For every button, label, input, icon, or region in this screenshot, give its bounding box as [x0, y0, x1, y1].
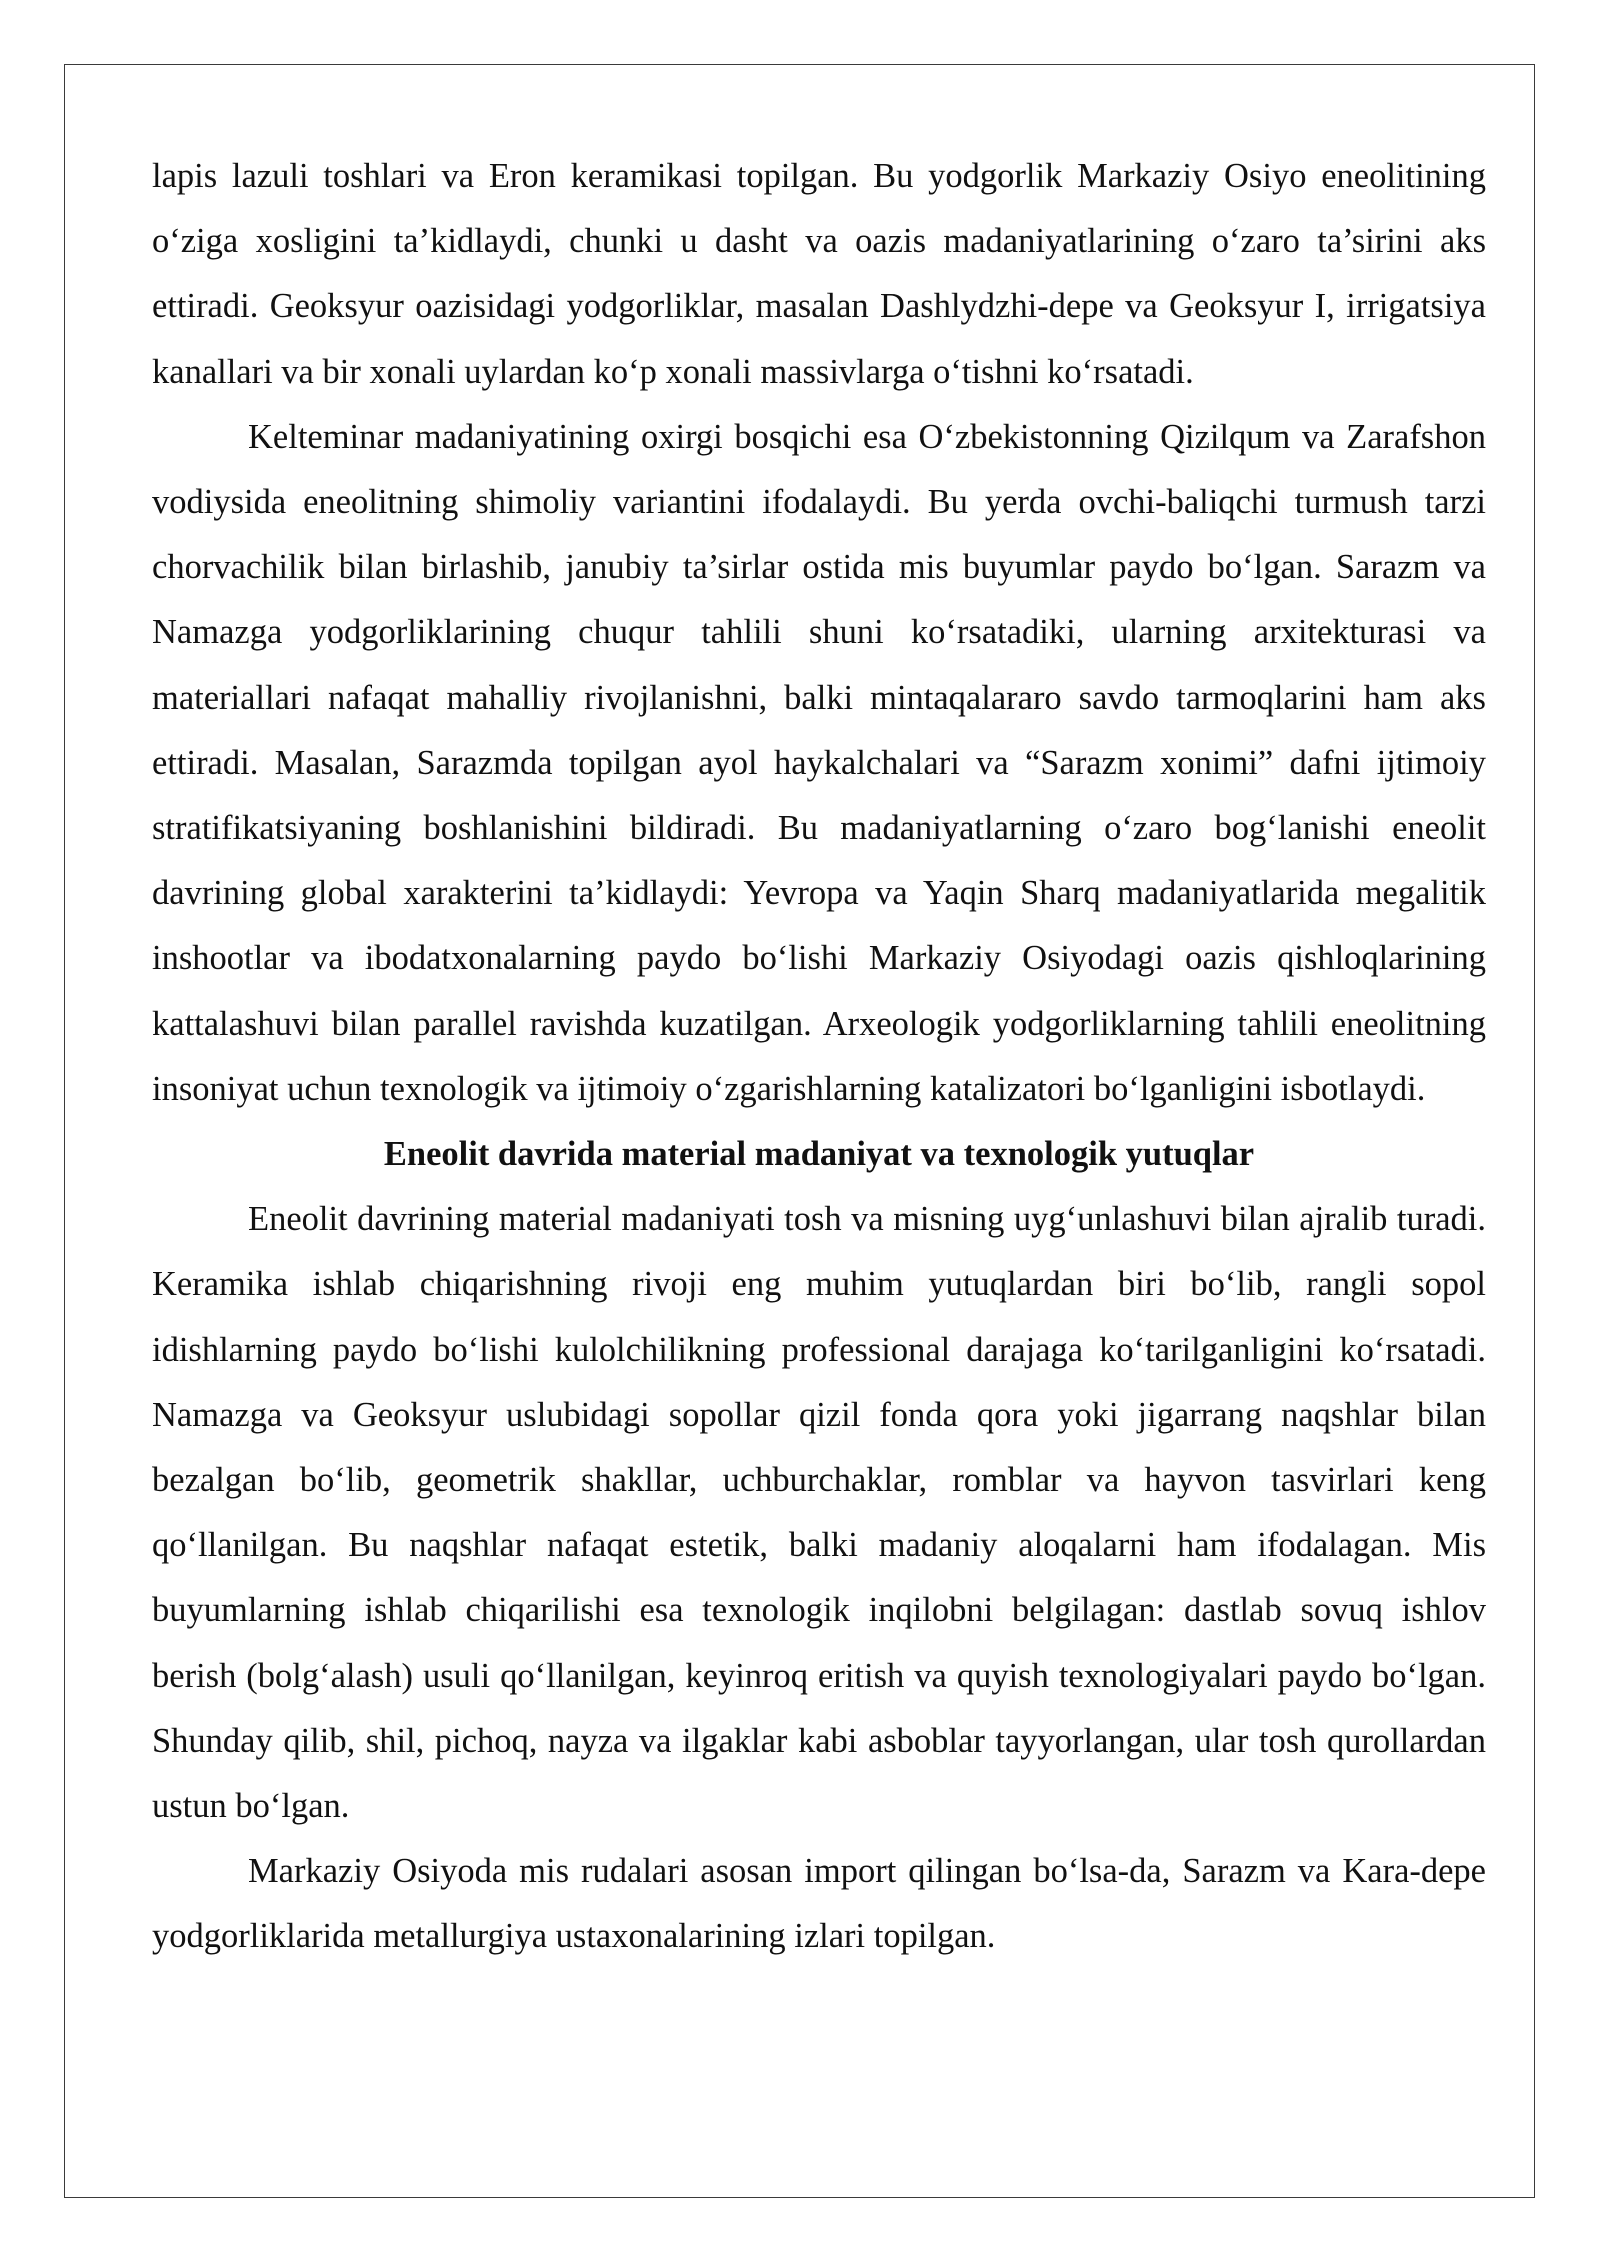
paragraph-continued: lapis lazuli toshlari va Eron keramikasi topilgan. Bu yodgorlik Markaziy Osiyo eneolitining o‘ziga xosligini ta’kidlaydi, chunki u dasht va oazis madaniyatlarining o‘zaro ta’sirini aks ettiradi. Geoksyur oazisidagi yodgorliklar, masalan Dashlydzhi-depe va Geoksyur I, irrigatsiya kanallari va bir xonali uylardan ko‘p xonali massivlarga o‘tishni ko‘rsatadi. — [152, 157, 1486, 391]
section-heading: Eneolit davrida material madaniyat va texnologik yutuqlar — [383, 1135, 1255, 1174]
paragraph-kelteminar: Kelteminar madaniyatining oxirgi bosqichi esa O‘zbekistonning Qizilqum va Zarafshon vodiysida eneolitning shimoliy variantini ifodalaydi. Bu yerda ovchi-baliqchi turmush tarzi chorvachilik bilan birlashib, janubiy ta’sirlar ostida mis buyumlar paydo bo‘lgan. Sarazm va Namazga yodgorliklarining chuqur tahlili shuni ko‘rsatadiki, ularning arxitekturasi va materiallari nafaqat mahalliy rivojlanishni, balki mintaqalararo savdo tarmoqlarini ham aks ettiradi. Masalan, Sarazmda topilgan ayol haykalchalari va “Sarazm xonimi” dafni ijtimoiy stratifikatsiyaning boshlanishini bildiradi. Bu madaniyatlarning o‘zaro bog‘lanishi eneolit davrining global xarakterini ta’kidlaydi: Yevropa va Yaqin Sharq madaniyatlarida megalitik inshootlar va ibodatxonalarning paydo bo‘lishi Markaziy Osiyodagi oazis qishloqlarining kattalashuvi bilan parallel ravishda kuzatilgan. Arxeologik yodgorliklarning tahlili eneolitning insoniyat uchun texnologik va ijtimoiy o‘zgarishlarning katalizatori bo‘lganligini isbotlaydi. — [152, 417, 1486, 1108]
document-body — [152, 144, 1486, 1970]
paragraph-material-culture: Eneolit davrining material madaniyati tosh va misning uyg‘unlashuvi bilan ajralib turadi. Keramika ishlab chiqarishning rivoji eng muhim yutuqlardan biri bo‘lib, rangli sopol idishlarning paydo bo‘lishi kulolchilikning professional darajaga ko‘tarilganligini ko‘rsatadi. Namazga va Geoksyur uslubidagi sopollar qizil fonda qora yoki jigarrang naqshlar bilan bezalgan bo‘lib, geometrik shakllar, uchburchaklar, romblar va hayvon tasvirlari keng qo‘llanilgan. Bu naqshlar nafaqat estetik, balki madaniy aloqalarni ham ifodalagan. Mis buyumlarning ishlab chiqarilishi esa texnologik inqilobni belgilagan: dastlab sovuq ishlov berish (bolg‘alash) usuli qo‘llanilgan, keyinroq eritish va quyish texnologiyalari paydo bo‘lgan. Shunday qilib, shil, pichoq, nayza va ilgaklar kabi asboblar tayyorlangan, ular tosh qurollardan ustun bo‘lgan. — [152, 1200, 1486, 1826]
paragraph-copper-ores: Markaziy Osiyoda mis rudalari asosan import qilingan bo‘lsa-da, Sarazm va Kara-depe yodgorliklarida metallurgiya ustaxonalarining izlari topilgan. — [152, 1852, 1486, 1956]
